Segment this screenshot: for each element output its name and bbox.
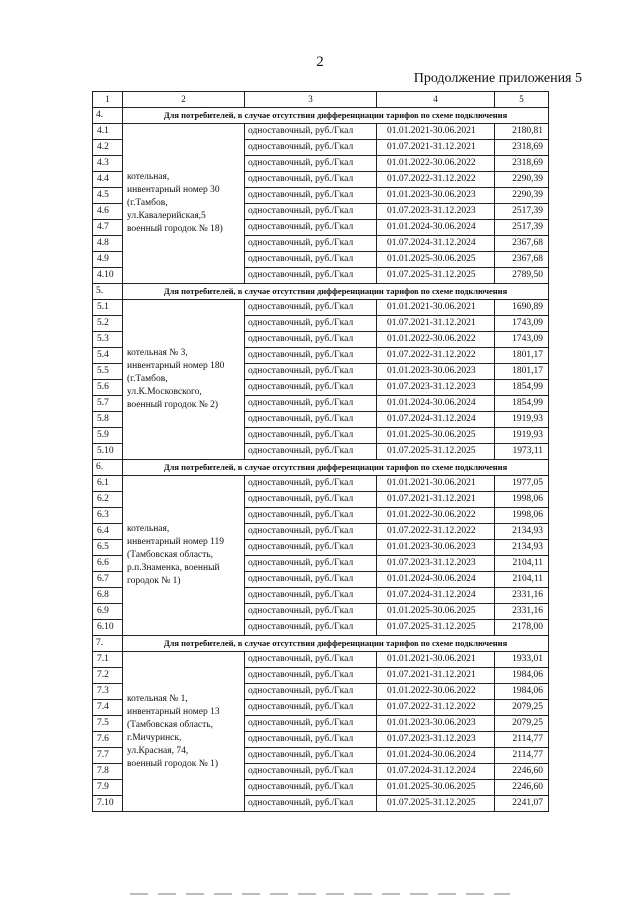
heat-source-line: котельная, [127, 172, 170, 182]
row-number: 4.8 [93, 236, 123, 252]
tariff-value: 2104,11 [495, 572, 549, 588]
tariff-period: 01.01.2025-30.06.2025 [377, 780, 495, 796]
tariff-value: 1801,17 [495, 364, 549, 380]
heat-source-line: (Тамбовская область, [127, 719, 214, 730]
tariff-value: 2290,39 [495, 188, 549, 204]
tariff-period: 01.01.2022-30.06.2022 [377, 156, 495, 172]
heat-source-line: городок № 1) [127, 576, 181, 586]
row-number: 5.7 [93, 396, 123, 412]
tariff-value: 2178,00 [495, 620, 549, 636]
heat-source-line: (г.Тамбов, [127, 374, 168, 384]
table-row [93, 476, 549, 492]
row-number: 4.6 [93, 204, 123, 220]
row-number: 7.9 [93, 780, 123, 796]
row-number: 6.4 [93, 524, 123, 540]
tariff-type: одноставочный, руб./Гкал [245, 476, 377, 492]
scan-edge-marks [130, 893, 510, 895]
tariff-type: одноставочный, руб./Гкал [245, 124, 377, 140]
tariff-value: 2114,77 [495, 748, 549, 764]
heat-source-cell [123, 300, 245, 460]
tariff-type: одноставочный, руб./Гкал [245, 700, 377, 716]
tariff-value: 1854,99 [495, 396, 549, 412]
row-number: 7.3 [93, 684, 123, 700]
tariff-period: 01.07.2022-31.12.2022 [377, 348, 495, 364]
row-number: 6.7 [93, 572, 123, 588]
tariff-type: одноставочный, руб./Гкал [245, 492, 377, 508]
tariff-period: 01.07.2025-31.12.2025 [377, 796, 495, 812]
tariff-type: одноставочный, руб./Гкал [245, 556, 377, 572]
tariff-period: 01.07.2021-31.12.2021 [377, 668, 495, 684]
tariff-period: 01.01.2022-30.06.2022 [377, 332, 495, 348]
row-number: 6.10 [93, 620, 123, 636]
section-number: 4. [93, 108, 123, 124]
tariff-period: 01.01.2022-30.06.2022 [377, 684, 495, 700]
tariff-type: одноставочный, руб./Гкал [245, 684, 377, 700]
tariff-period: 01.07.2024-31.12.2024 [377, 764, 495, 780]
row-number: 4.2 [93, 140, 123, 156]
tariff-value: 2134,93 [495, 524, 549, 540]
row-number: 5.3 [93, 332, 123, 348]
row-number: 5.8 [93, 412, 123, 428]
tariff-type: одноставочный, руб./Гкал [245, 428, 377, 444]
tariff-period: 01.07.2022-31.12.2022 [377, 524, 495, 540]
heat-source-line: котельная № 1, [127, 693, 188, 704]
tariff-type: одноставочный, руб./Гкал [245, 444, 377, 460]
heat-source-line: р.п.Знаменка, военный [127, 563, 220, 573]
row-number: 4.10 [93, 268, 123, 284]
tariff-period: 01.07.2024-31.12.2024 [377, 412, 495, 428]
tariff-type: одноставочный, руб./Гкал [245, 668, 377, 684]
tariff-value: 2367,68 [495, 236, 549, 252]
tariff-period: 01.07.2023-31.12.2023 [377, 732, 495, 748]
tariff-type: одноставочный, руб./Гкал [245, 380, 377, 396]
heat-source-line: ул.Кавалерийская,5 [127, 211, 206, 221]
row-number: 4.3 [93, 156, 123, 172]
tariff-value: 1743,09 [495, 316, 549, 332]
tariff-value: 2104,11 [495, 556, 549, 572]
tariff-value: 1998,06 [495, 492, 549, 508]
heat-source-line: котельная, [127, 524, 170, 534]
tariff-type: одноставочный, руб./Гкал [245, 236, 377, 252]
section-title: Для потребителей, в случае отсутствия дифференциации тарифов по схеме подключения [123, 460, 549, 476]
heat-source-line: котельная № 3, [127, 348, 188, 358]
section-row [93, 460, 549, 476]
tariff-value: 1973,11 [495, 444, 549, 460]
tariff-type: одноставочный, руб./Гкал [245, 716, 377, 732]
header-cell-1: 1 [93, 92, 123, 108]
row-number: 7.4 [93, 700, 123, 716]
tariff-period: 01.07.2023-31.12.2023 [377, 204, 495, 220]
tariff-type: одноставочный, руб./Гкал [245, 732, 377, 748]
tariff-value: 2241,07 [495, 796, 549, 812]
heat-source-cell [123, 124, 245, 284]
tariff-value: 1998,06 [495, 508, 549, 524]
tariff-period: 01.07.2022-31.12.2022 [377, 700, 495, 716]
tariff-value: 2789,50 [495, 268, 549, 284]
tariff-period: 01.07.2021-31.12.2021 [377, 492, 495, 508]
section-row [93, 636, 549, 652]
tariff-type: одноставочный, руб./Гкал [245, 508, 377, 524]
tariff-type: одноставочный, руб./Гкал [245, 652, 377, 668]
tariff-value: 2290,39 [495, 172, 549, 188]
tariff-value: 2331,16 [495, 604, 549, 620]
tariff-type: одноставочный, руб./Гкал [245, 204, 377, 220]
heat-source-line: (Тамбовская область, [127, 550, 214, 560]
tariff-period: 01.01.2023-30.06.2023 [377, 188, 495, 204]
heat-source-line: (г.Тамбов, [127, 198, 168, 208]
row-number: 5.5 [93, 364, 123, 380]
tariff-period: 01.01.2022-30.06.2022 [377, 508, 495, 524]
tariff-period: 01.01.2023-30.06.2023 [377, 364, 495, 380]
row-number: 6.9 [93, 604, 123, 620]
row-number: 4.9 [93, 252, 123, 268]
row-number: 5.9 [93, 428, 123, 444]
tariff-period: 01.07.2021-31.12.2021 [377, 316, 495, 332]
heat-source-line: ул.Красная, 74, [127, 745, 189, 756]
row-number: 4.7 [93, 220, 123, 236]
tariff-period: 01.07.2023-31.12.2023 [377, 380, 495, 396]
tariff-value: 2517,39 [495, 220, 549, 236]
tariff-value: 2331,16 [495, 588, 549, 604]
heat-source-line: г.Мичуринск, [127, 732, 182, 743]
tariff-value: 2079,25 [495, 700, 549, 716]
tariff-period: 01.07.2024-31.12.2024 [377, 588, 495, 604]
row-number: 6.1 [93, 476, 123, 492]
heat-source-line: ул.К.Московского, [127, 387, 202, 397]
tariff-type: одноставочный, руб./Гкал [245, 764, 377, 780]
section-title: Для потребителей, в случае отсутствия дифференциации тарифов по схеме подключения [123, 284, 549, 300]
row-number: 5.6 [93, 380, 123, 396]
tariff-type: одноставочный, руб./Гкал [245, 748, 377, 764]
row-number: 5.4 [93, 348, 123, 364]
heat-source-line: военный городок № 2) [127, 400, 219, 410]
tariff-type: одноставочный, руб./Гкал [245, 348, 377, 364]
heat-source-line: инвентарный номер 119 [127, 537, 224, 547]
tariff-period: 01.01.2021-30.06.2021 [377, 652, 495, 668]
row-number: 7.10 [93, 796, 123, 812]
tariff-value: 2367,68 [495, 252, 549, 268]
tariff-type: одноставочный, руб./Гкал [245, 572, 377, 588]
tariff-period: 01.07.2021-31.12.2021 [377, 140, 495, 156]
tariff-type: одноставочный, руб./Гкал [245, 588, 377, 604]
tariff-type: одноставочный, руб./Гкал [245, 316, 377, 332]
heat-source-line: военный городок № 1) [127, 758, 219, 769]
heat-source-cell [123, 652, 245, 812]
tariff-period: 01.07.2025-31.12.2025 [377, 268, 495, 284]
tariff-value: 2114,77 [495, 732, 549, 748]
tariff-type: одноставочный, руб./Гкал [245, 780, 377, 796]
tariff-value: 1984,06 [495, 684, 549, 700]
header-cell-3: 3 [245, 92, 377, 108]
row-number: 5.1 [93, 300, 123, 316]
tariff-period: 01.01.2024-30.06.2024 [377, 572, 495, 588]
tariff-type: одноставочный, руб./Гкал [245, 396, 377, 412]
tariff-value: 1919,93 [495, 428, 549, 444]
section-number: 6. [93, 460, 123, 476]
section-title: Для потребителей, в случае отсутствия дифференциации тарифов по схеме подключения [123, 636, 549, 652]
tariff-value: 2246,60 [495, 764, 549, 780]
section-number: 7. [93, 636, 123, 652]
table-row [93, 124, 549, 140]
heat-source-line: инвентарный номер 30 [127, 185, 220, 195]
row-number: 6.5 [93, 540, 123, 556]
row-number: 7.6 [93, 732, 123, 748]
section-title: Для потребителей, в случае отсутствия дифференциации тарифов по схеме подключения [123, 108, 549, 124]
page-number: 2 [316, 54, 324, 70]
row-number: 6.2 [93, 492, 123, 508]
tariff-value: 1919,93 [495, 412, 549, 428]
tariff-period: 01.01.2023-30.06.2023 [377, 716, 495, 732]
tariff-type: одноставочный, руб./Гкал [245, 620, 377, 636]
heat-source-line: инвентарный номер 13 [127, 706, 220, 717]
row-number: 5.10 [93, 444, 123, 460]
heat-source-line: инвентарный номер 180 [127, 361, 225, 371]
tariff-type: одноставочный, руб./Гкал [245, 220, 377, 236]
table-row [93, 300, 549, 316]
tariff-period: 01.07.2022-31.12.2022 [377, 172, 495, 188]
tariff-period: 01.07.2025-31.12.2025 [377, 444, 495, 460]
tariff-table [92, 91, 549, 812]
section-row [93, 108, 549, 124]
tariff-type: одноставочный, руб./Гкал [245, 172, 377, 188]
tariff-period: 01.01.2024-30.06.2024 [377, 396, 495, 412]
tariff-type: одноставочный, руб./Гкал [245, 796, 377, 812]
continuation-label: Продолжение приложения 5 [413, 71, 582, 86]
tariff-type: одноставочный, руб./Гкал [245, 156, 377, 172]
row-number: 5.2 [93, 316, 123, 332]
heat-source-line: военный городок № 18) [127, 224, 223, 234]
heat-source-cell [123, 476, 245, 636]
row-number: 7.8 [93, 764, 123, 780]
section-row [93, 284, 549, 300]
tariff-value: 1933,01 [495, 652, 549, 668]
tariff-type: одноставочный, руб./Гкал [245, 268, 377, 284]
row-number: 7.7 [93, 748, 123, 764]
tariff-type: одноставочный, руб./Гкал [245, 188, 377, 204]
tariff-value: 2079,25 [495, 716, 549, 732]
tariff-period: 01.01.2024-30.06.2024 [377, 748, 495, 764]
tariff-type: одноставочный, руб./Гкал [245, 540, 377, 556]
tariff-period: 01.07.2023-31.12.2023 [377, 556, 495, 572]
tariff-period: 01.01.2021-30.06.2021 [377, 476, 495, 492]
tariff-value: 1801,17 [495, 348, 549, 364]
row-number: 4.1 [93, 124, 123, 140]
header-cell-2: 2 [123, 92, 245, 108]
tariff-value: 2318,69 [495, 156, 549, 172]
tariff-period: 01.01.2021-30.06.2021 [377, 300, 495, 316]
tariff-value: 2180,81 [495, 124, 549, 140]
tariff-value: 1984,06 [495, 668, 549, 684]
tariff-value: 2318,69 [495, 140, 549, 156]
tariff-period: 01.07.2024-31.12.2024 [377, 236, 495, 252]
tariff-value: 1854,99 [495, 380, 549, 396]
tariff-period: 01.01.2025-30.06.2025 [377, 604, 495, 620]
tariff-type: одноставочный, руб./Гкал [245, 332, 377, 348]
header-cell-4: 4 [377, 92, 495, 108]
tariff-value: 1977,05 [495, 476, 549, 492]
tariff-type: одноставочный, руб./Гкал [245, 524, 377, 540]
row-number: 7.2 [93, 668, 123, 684]
tariff-value: 2134,93 [495, 540, 549, 556]
tariff-value: 1743,09 [495, 332, 549, 348]
section-number: 5. [93, 284, 123, 300]
tariff-period: 01.01.2024-30.06.2024 [377, 220, 495, 236]
tariff-type: одноставочный, руб./Гкал [245, 364, 377, 380]
tariff-value: 1690,89 [495, 300, 549, 316]
header-cell-5: 5 [495, 92, 549, 108]
tariff-period: 01.01.2023-30.06.2023 [377, 540, 495, 556]
tariff-period: 01.07.2025-31.12.2025 [377, 620, 495, 636]
tariff-type: одноставочный, руб./Гкал [245, 300, 377, 316]
tariff-period: 01.01.2025-30.06.2025 [377, 252, 495, 268]
tariff-type: одноставочный, руб./Гкал [245, 412, 377, 428]
tariff-value: 2246,60 [495, 780, 549, 796]
tariff-period: 01.01.2025-30.06.2025 [377, 428, 495, 444]
row-number: 4.4 [93, 172, 123, 188]
row-number: 6.6 [93, 556, 123, 572]
tariff-type: одноставочный, руб./Гкал [245, 252, 377, 268]
row-number: 6.3 [93, 508, 123, 524]
row-number: 6.8 [93, 588, 123, 604]
row-number: 4.5 [93, 188, 123, 204]
tariff-value: 2517,39 [495, 204, 549, 220]
row-number: 7.5 [93, 716, 123, 732]
tariff-period: 01.01.2021-30.06.2021 [377, 124, 495, 140]
table-row [93, 652, 549, 668]
table-header-row [93, 92, 549, 108]
tariff-type: одноставочный, руб./Гкал [245, 604, 377, 620]
row-number: 7.1 [93, 652, 123, 668]
tariff-type: одноставочный, руб./Гкал [245, 140, 377, 156]
